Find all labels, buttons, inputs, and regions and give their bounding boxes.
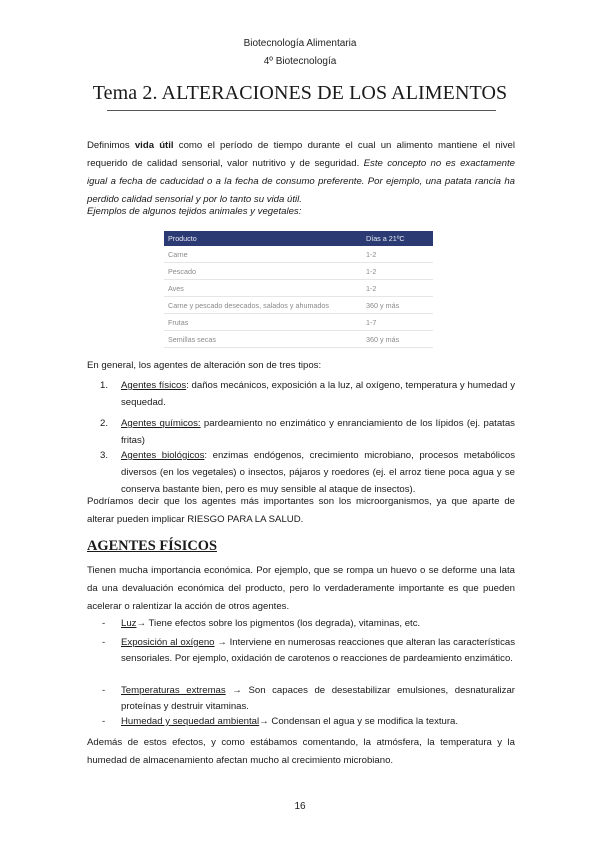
closing-paragraph: Además de estos efectos, y como estábamos comentando, la atmósfera, la temperatura y la humedad de almacenamiento afectan mucho al crecimiento microbiano. xyxy=(87,737,515,766)
arrow-icon: → xyxy=(259,716,269,727)
list-number: 2. xyxy=(100,418,109,429)
table-row xyxy=(164,314,433,331)
intro-bold-term: vida útil xyxy=(134,140,174,151)
shelf-life-table xyxy=(164,231,433,348)
list-item-text: : enzimas endógenos, crecimiento microbiano, procesos metabólicos diversos (en los vegetales) o insectos, pájaros y roedores (ej. el arroz tiene poca agua y se conserva bastante bien, pero es muy sensible al ataque de insectos). xyxy=(121,450,515,495)
table-cell: Carne y pescado desecados, salados y ahumados xyxy=(164,297,362,314)
list-item-label: Humedad y sequedad ambiental xyxy=(121,716,260,727)
list-item-label: Temperaturas extremas xyxy=(121,685,226,696)
intro-italic: Este concepto no es exactamente igual a fecha de caducidad o a la fecha de consumo preferente. Por ejemplo, una patata rancia ha perdido calidad sensorial y por lo tanto su vida útil. xyxy=(87,158,515,205)
title-underline xyxy=(107,110,496,111)
list-dash: - xyxy=(102,637,106,648)
list-item xyxy=(100,377,515,411)
page-title: Tema 2. ALTERACIONES DE LOS ALIMENTOS xyxy=(92,82,508,104)
table-cell: Carne xyxy=(164,246,362,263)
arrow-icon: → xyxy=(225,685,242,696)
page-number: 16 xyxy=(294,801,306,812)
list-item xyxy=(100,415,515,449)
table-header-days: Días a 21ºC xyxy=(362,231,433,246)
list-item-label: Luz xyxy=(121,618,137,629)
table-row xyxy=(164,280,433,297)
table-cell: 1-2 xyxy=(362,280,433,297)
table-header-row xyxy=(164,231,433,246)
list-item-label: Exposición al oxígeno xyxy=(121,637,215,648)
table-cell: Pescado xyxy=(164,263,362,280)
types-intro: En general, los agentes de alteración son de tres tipos: xyxy=(87,360,322,371)
table-cell: 360 y más xyxy=(362,297,433,314)
list-item-text: Condensan el agua y se modifica la textura. xyxy=(268,716,459,727)
table-header-product: Producto xyxy=(164,231,362,246)
section-intro-paragraph: Tienen mucha importancia económica. Por ejemplo, que se rompa un huevo o se deforme una lata da una devaluación económica del producto, pero lo verdaderamente importante es que pueden acelerar o ralentizar la acción de otros agentes. xyxy=(87,565,515,612)
table-cell: Aves xyxy=(164,280,362,297)
table-cell: 1-2 xyxy=(362,246,433,263)
list-number: 1. xyxy=(100,380,109,391)
list-dash: - xyxy=(102,618,106,629)
table-row xyxy=(164,263,433,280)
list-dash: - xyxy=(102,685,106,696)
table-cell: Frutas xyxy=(164,314,362,331)
list-item-text: Son capaces de desestabilizar emulsiones, desnaturalizar proteínas y destruir vitaminas. xyxy=(121,685,515,712)
list-number: 3. xyxy=(100,450,109,461)
list-item xyxy=(100,714,515,730)
intro-pre: Definimos xyxy=(87,140,135,151)
list-item xyxy=(100,635,515,667)
table-cell: Semillas secas xyxy=(164,331,362,348)
list-item-label: Agentes químicos: xyxy=(121,418,201,429)
list-dash: - xyxy=(102,716,106,727)
table-cell: 1-2 xyxy=(362,263,433,280)
table-caption: Ejemplos de algunos tejidos animales y vegetales: xyxy=(87,206,302,217)
list-item xyxy=(100,616,515,632)
list-item-text: Interviene en numerosas reacciones que alteran las características sensoriales. Por ejemplo, oxidación de carotenos o reacciones de pardeamiento enzimático. xyxy=(121,637,515,664)
list-item xyxy=(100,683,515,715)
list-item xyxy=(100,447,515,498)
table-row xyxy=(164,246,433,263)
table-row xyxy=(164,331,433,348)
arrow-icon: → xyxy=(214,637,227,648)
header-course: Biotecnología Alimentaria xyxy=(243,38,357,49)
list-item-text: pardeamiento no enzimático y enranciamiento de los lípidos (ej. patatas fritas) xyxy=(121,418,515,446)
intro-paragraph xyxy=(87,137,515,209)
table-row xyxy=(164,297,433,314)
header-level: 4º Biotecnología xyxy=(263,56,337,67)
list-item-text: Tiene efectos sobre los pigmentos (los degrada), vitaminas, etc. xyxy=(146,618,421,629)
section-heading: AGENTES FÍSICOS xyxy=(87,538,217,554)
list-item-label: Agentes físicos xyxy=(121,380,187,391)
table-cell: 1-7 xyxy=(362,314,433,331)
table-cell: 360 y más xyxy=(362,331,433,348)
list-item-label: Agentes biológicos xyxy=(121,450,205,461)
arrow-icon: → xyxy=(136,618,147,629)
conclusion-paragraph: Podríamos decir que los agentes más importantes son los microorganismos, ya que aparte de alterar pueden implicar RIESGO PARA LA SALUD. xyxy=(87,496,515,525)
intro-mid: como el período de tiempo durante el cual un alimento mantiene el nivel requerido de calidad sensorial, valor nutritivo y de seguridad. xyxy=(87,140,515,169)
list-item-text: : daños mecánicos, exposición a la luz, al oxígeno, temperatura y humedad y sequedad. xyxy=(121,380,515,408)
